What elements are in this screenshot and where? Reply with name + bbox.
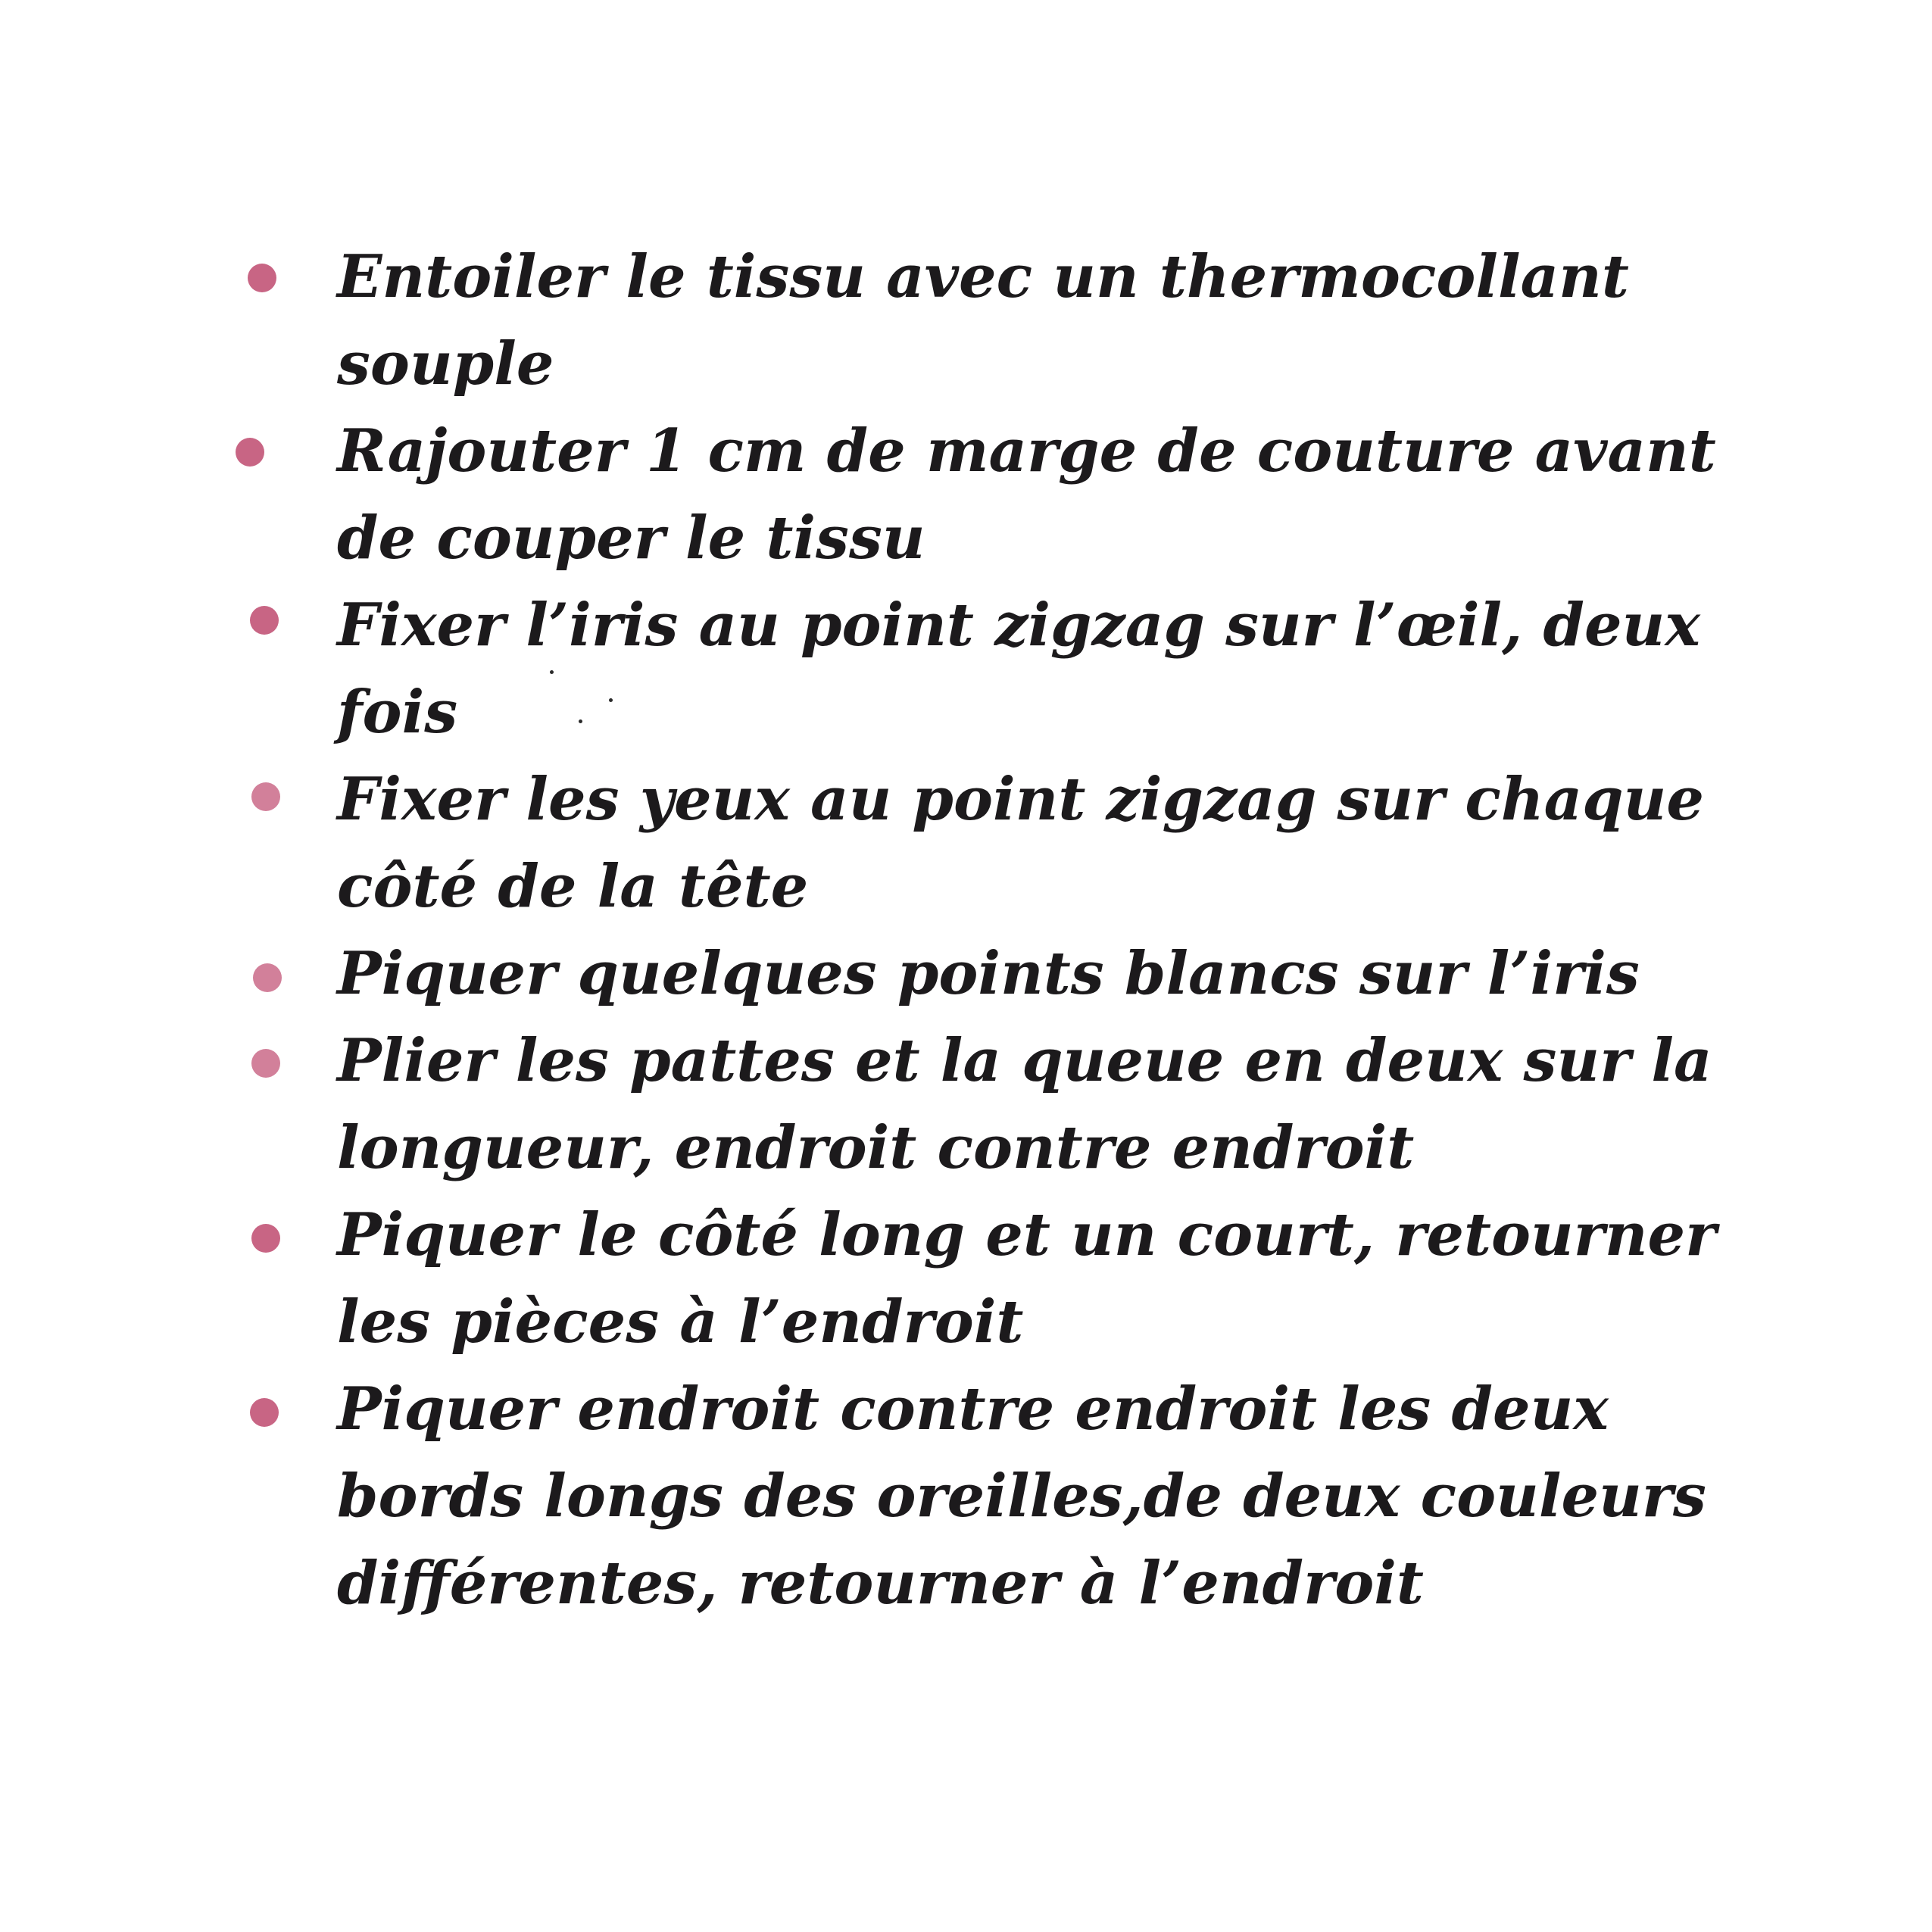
step-text-line: côté de la tête: [337, 852, 809, 921]
step-3: [337, 582, 1776, 756]
step-text-line: Piquer endroit contre endroit les deux: [337, 1375, 1609, 1444]
step-text-line: Fixer l’iris au point zigzag sur l’œil, deux: [337, 591, 1700, 660]
step-text-line: Rajouter 1 cm de marge de couture avant: [337, 417, 1716, 485]
step-text-line: de couper le tissu: [337, 504, 925, 573]
step-text-line: Entoiler le tissu avec un thermocollant: [337, 242, 1629, 311]
step-text-line: les pièces à l’endroit: [337, 1287, 1024, 1356]
step-1: [337, 233, 1776, 407]
bullet-icon: [250, 606, 279, 635]
step-text-line: Piquer le côté long et un court, retourner: [337, 1200, 1717, 1269]
ink-speck: [579, 719, 582, 723]
step-text-line: différentes, retourner à l’endroit: [337, 1549, 1424, 1618]
step-6: [337, 1017, 1776, 1191]
step-text-line: Piquer quelques points blancs sur l’iris: [337, 939, 1640, 1008]
bullet-icon: [251, 1049, 280, 1078]
bullet-icon: [248, 264, 276, 292]
bullet-icon: [236, 438, 264, 467]
step-2: [337, 407, 1776, 582]
step-5: [337, 930, 1776, 1017]
ink-speck: [550, 670, 554, 674]
bullet-icon: [251, 782, 280, 811]
step-text-line: Plier les pattes et la queue en deux sur la: [337, 1026, 1712, 1095]
step-text-line: fois: [337, 678, 458, 747]
bullet-icon: [251, 1224, 280, 1253]
step-text-line: Fixer les yeux au point zigzag sur chaque: [337, 765, 1705, 834]
step-text-line: bords longs des oreilles,de deux couleurs: [337, 1462, 1706, 1531]
bullet-icon: [253, 963, 282, 992]
step-4: [337, 756, 1776, 930]
bullet-icon: [250, 1398, 279, 1427]
ink-speck: [609, 698, 613, 702]
step-text-line: souple: [337, 329, 554, 398]
step-7: [337, 1191, 1776, 1366]
step-8: [337, 1366, 1776, 1627]
step-text-line: longueur, endroit contre endroit: [337, 1113, 1415, 1182]
